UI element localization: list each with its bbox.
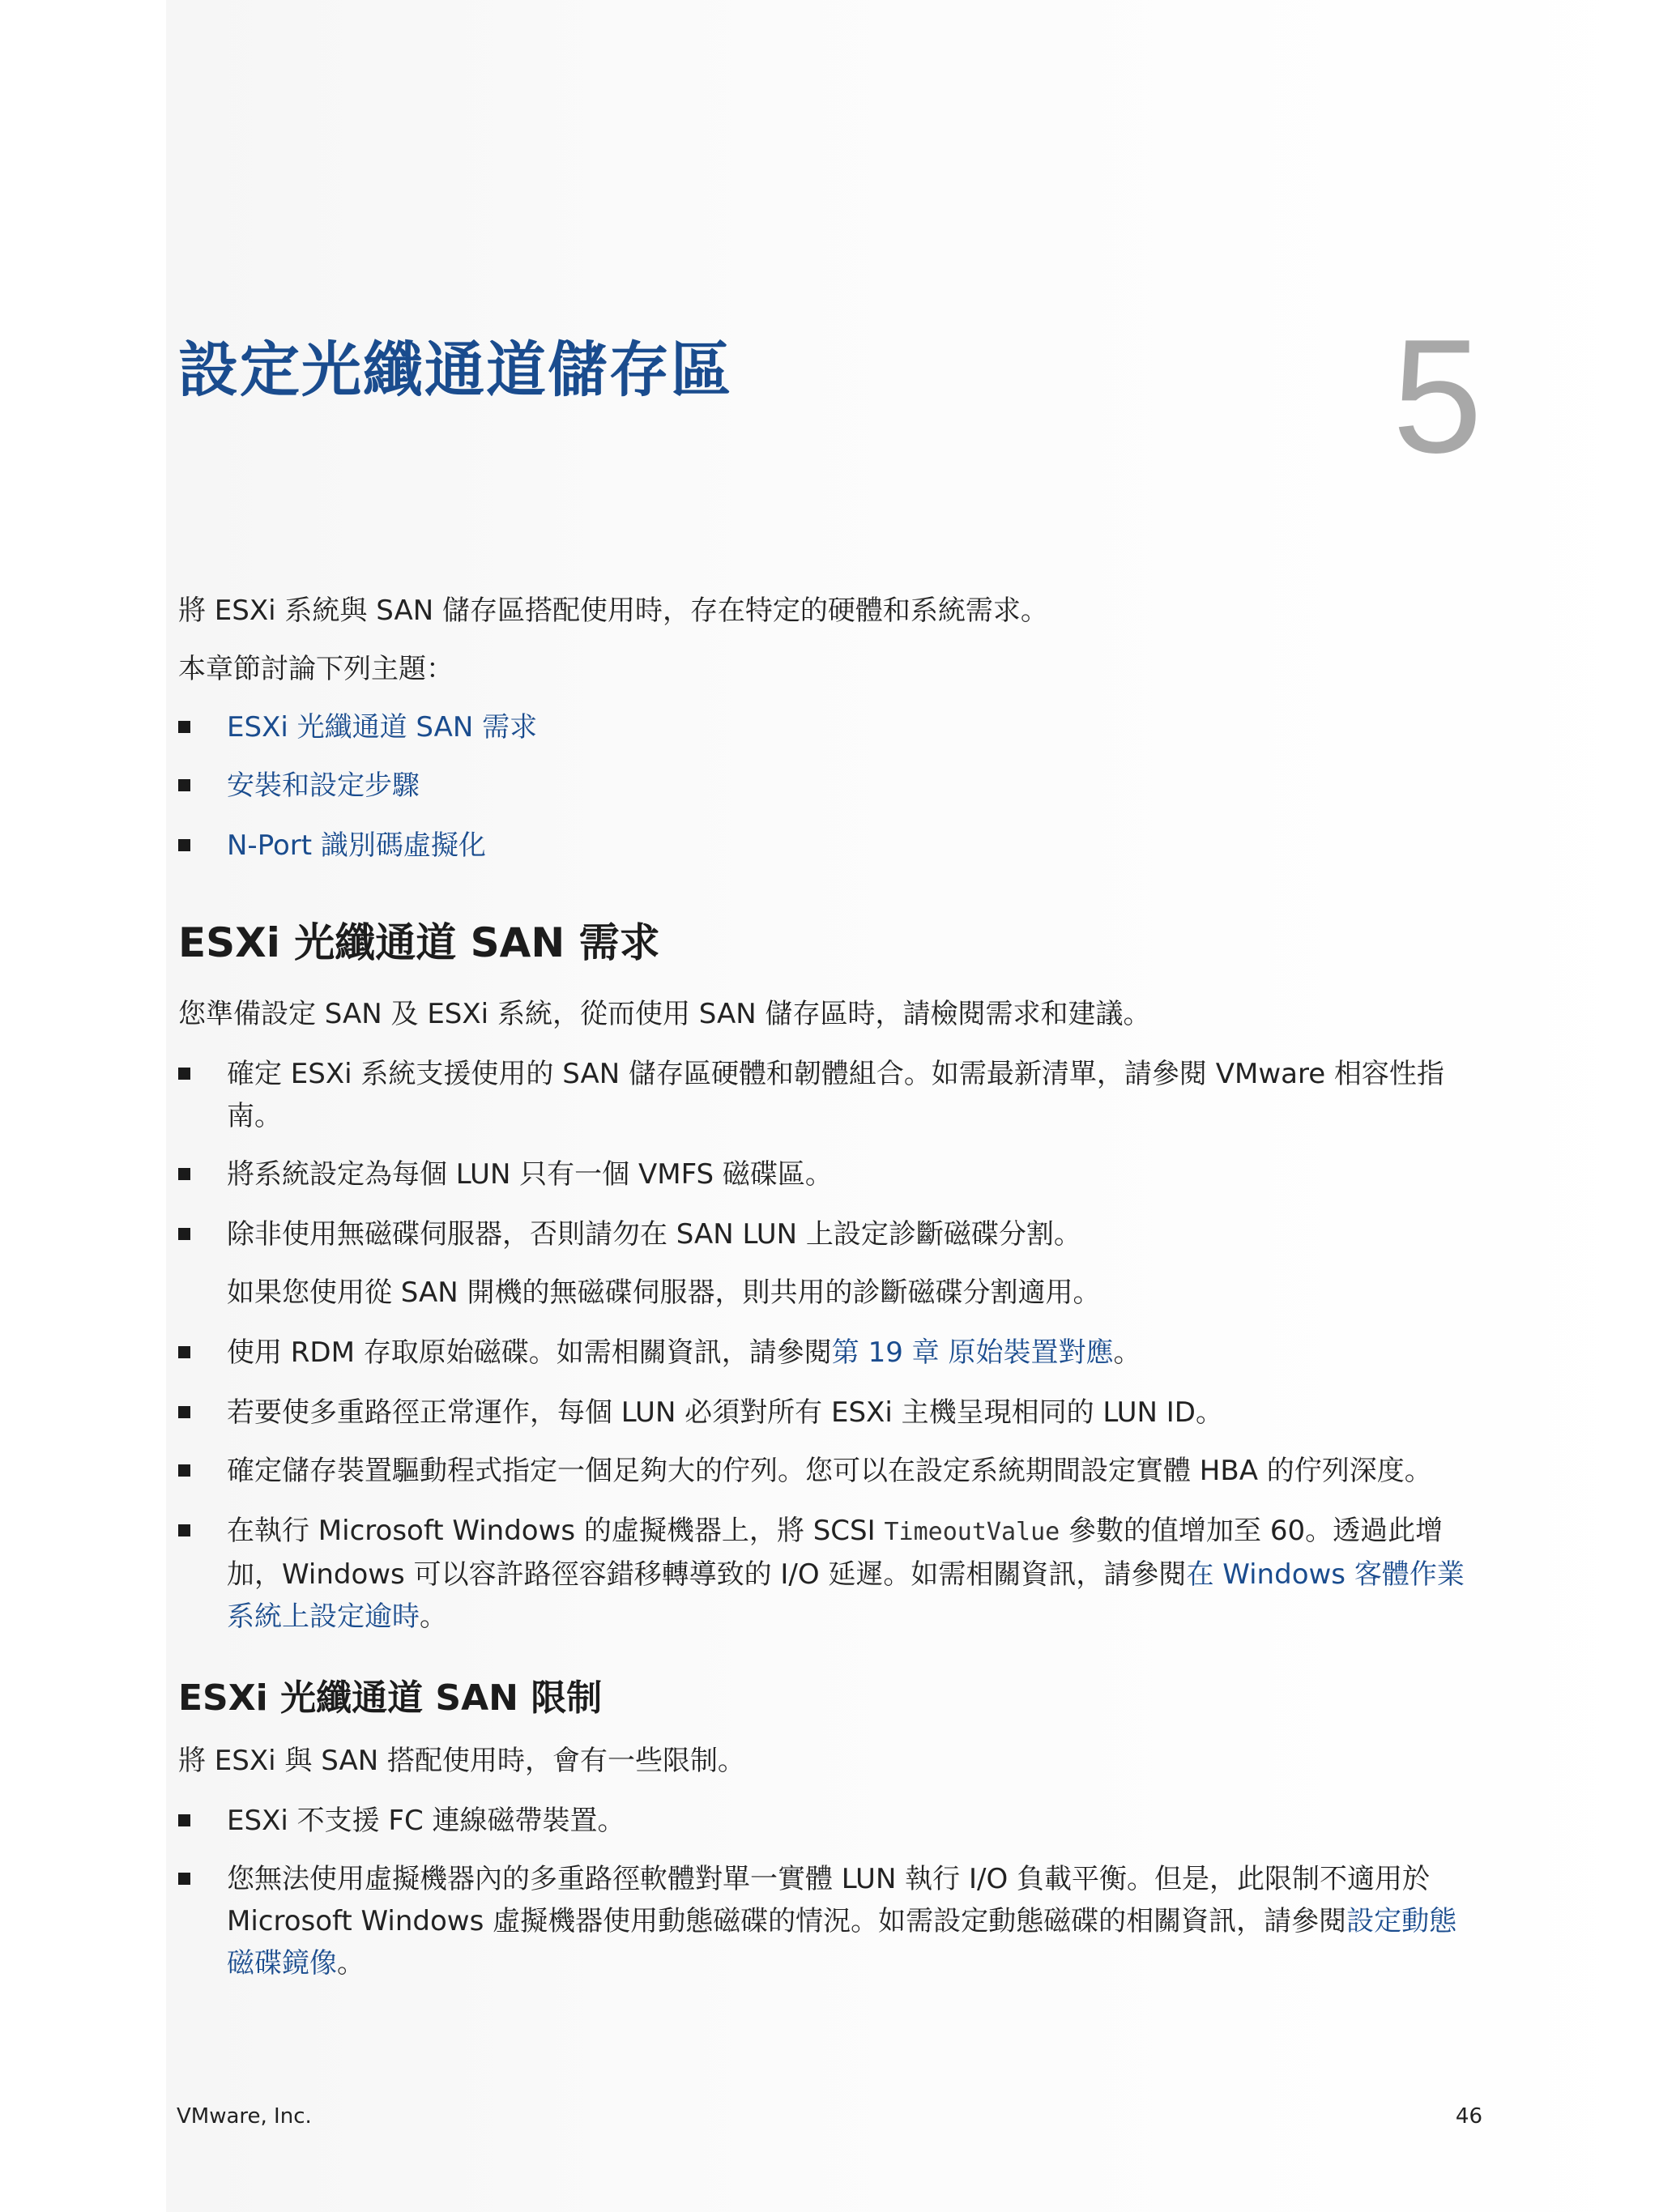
list-item: ESXi 不支援 FC 連線磁帶裝置。 (178, 1800, 1482, 1842)
list-item: 將系統設定為每個 LUN 只有一個 VMFS 磁碟區。 (178, 1153, 1482, 1196)
bullet-icon (178, 1524, 190, 1536)
bullet-icon (178, 779, 190, 791)
list-item: 使用 RDM 存取原始磁碟。如需相關資訊，請參閱第 19 章 原始裝置對應。 (178, 1332, 1482, 1374)
list-item: 您無法使用虛擬機器內的多重路徑軟體對單一實體 LUN 執行 I/O 負載平衡。但是，此限制不適用於 Microsoft Windows 虛擬機器使用動態磁碟的情況。如需設定動態磁碟的相關資訊，請參閱設定動態磁碟鏡像。 (178, 1858, 1482, 1984)
bullet-icon (178, 1168, 190, 1180)
bullet-icon (178, 1068, 190, 1080)
intro-paragraph: 將 ESXi 系統與 SAN 儲存區搭配使用時，存在特定的硬體和系統需求。 (178, 595, 1048, 627)
code-timeoutvalue: TimeoutValue (884, 1518, 1060, 1546)
list-item-note: 如果您使用從 SAN 開機的無磁碟伺服器，則共用的診斷磁碟分割適用。 (227, 1276, 1101, 1309)
list-item: 在執行 Microsoft Windows 的虛擬機器上，將 SCSI TimeoutValue 參數的值增加至 60。透過此增加，Windows 可以容許路徑容錯移轉導致的 I/O 延遲。如需相關資訊，請參閱在 Windows 客體作業系統上設定逾時。 (178, 1510, 1482, 1638)
bullet-icon (178, 1814, 190, 1826)
link-dynamic-disk-mirroring[interactable]: 設定動態磁碟鏡像 (227, 1905, 1457, 1980)
list-item: 若要使多重路徑正常運作，每個 LUN 必須對所有 ESXi 主機呈現相同的 LUN ID。 (178, 1392, 1482, 1434)
link-raw-device-mapping[interactable]: 第 19 章 原始裝置對應 (831, 1336, 1114, 1369)
footer-company: VMware, Inc. (177, 2104, 312, 2129)
toc-item (178, 825, 1482, 867)
bullet-icon (178, 721, 190, 733)
section-heading-limits: ESXi 光纖通道 SAN 限制 (178, 1677, 603, 1719)
link-windows-timeout[interactable]: 在 Windows 客體作業系統上設定逾時 (227, 1558, 1465, 1633)
section-heading-requirements: ESXi 光纖通道 SAN 需求 (178, 919, 660, 966)
bullet-icon (178, 1873, 190, 1885)
bullet-icon (178, 839, 190, 851)
bullet-icon (178, 1464, 190, 1477)
toc-link-requirements[interactable]: ESXi 光纖通道 SAN 需求 (227, 711, 538, 744)
toc-item (178, 765, 1482, 807)
bullet-icon (178, 1228, 190, 1240)
bullet-icon (178, 1346, 190, 1358)
requirements-intro: 您準備設定 SAN 及 ESXi 系統，從而使用 SAN 儲存區時，請檢閱需求和建議。 (178, 998, 1151, 1030)
list-item: 確定 ESXi 系統支援使用的 SAN 儲存區硬體和韌體組合。如需最新清單，請參閱 VMware 相容性指南。 (178, 1053, 1482, 1137)
bullet-icon (178, 1406, 190, 1418)
list-item: 除非使用無磁碟伺服器，否則請勿在 SAN LUN 上設定診斷磁碟分割。 (178, 1213, 1482, 1255)
list-item: 確定儲存裝置驅動程式指定一個足夠大的佇列。您可以在設定系統期間設定實體 HBA 的佇列深度。 (178, 1450, 1482, 1492)
chapter-number: 5 (1392, 306, 1482, 487)
page-number: 46 (1455, 2104, 1482, 2129)
topics-intro: 本章節討論下列主題： (178, 653, 454, 685)
toc-link-install[interactable]: 安裝和設定步驟 (227, 769, 420, 802)
toc-item (178, 706, 1482, 748)
chapter-title: 設定光纖通道儲存區 (178, 335, 732, 405)
limits-intro: 將 ESXi 與 SAN 搭配使用時，會有一些限制。 (178, 1745, 745, 1777)
toc-link-npiv[interactable]: N-Port 識別碼虛擬化 (227, 829, 486, 862)
